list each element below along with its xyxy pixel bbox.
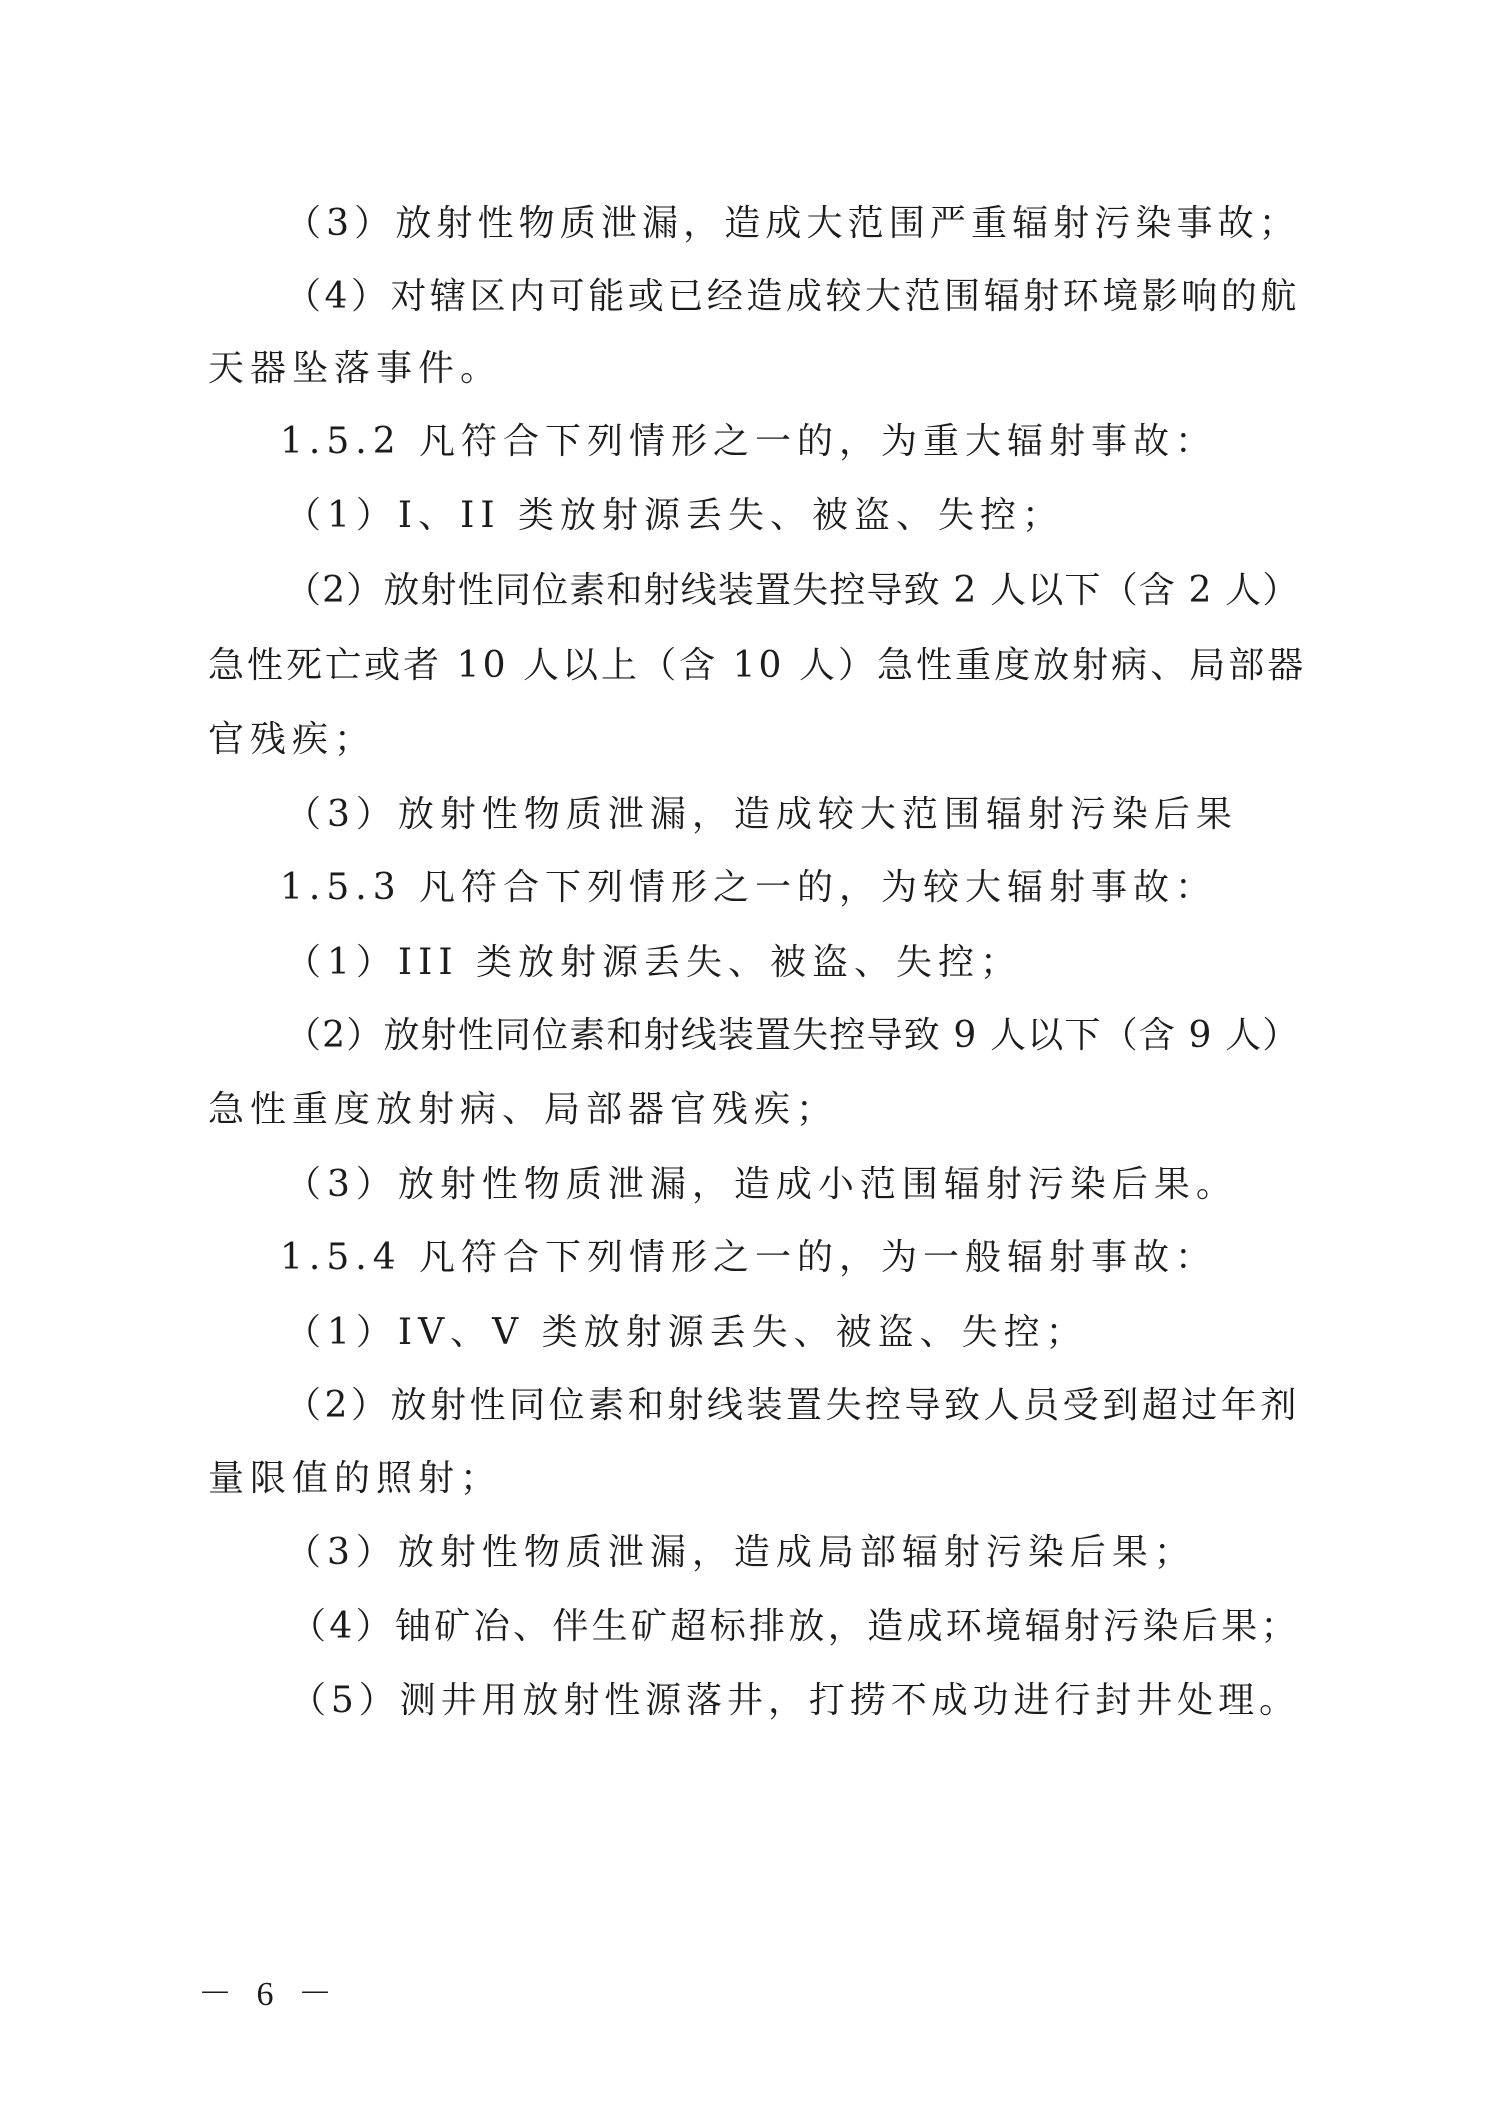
paragraph-line: （1）I、II 类放射源丢失、被盗、失控； <box>285 495 1065 536</box>
paragraph-line: 急性重度放射病、局部器官残疾； <box>208 1089 839 1130</box>
paragraph-line: （4）对辖区内可能或已经造成较大范围辐射环境影响的航 <box>285 276 1300 317</box>
paragraph-line: （3）放射性物质泄漏，造成大范围严重辐射污染事故； <box>285 203 1300 244</box>
section-heading: 1.5.4 凡符合下列情形之一的，为一般辐射事故： <box>280 1237 1218 1278</box>
paragraph-line: （2）放射性同位素和射线装置失控导致 2 人以下（含 2 人） <box>285 570 1300 611</box>
paragraph-line: （2）放射性同位素和射线装置失控导致 9 人以下（含 9 人） <box>285 1015 1300 1056</box>
paragraph-line: （2）放射性同位素和射线装置失控导致人员受到超过年剂 <box>285 1385 1300 1426</box>
paragraph-line: 急性死亡或者 10 人以上（含 10 人）急性重度放射病、局部器 <box>208 645 1307 686</box>
page-number: － 6 － <box>198 1976 340 2013</box>
paragraph-line: （3）放射性物质泄漏，造成局部辐射污染后果； <box>285 1532 1196 1573</box>
paragraph-line: （3）放射性物质泄漏，造成小范围辐射污染后果。 <box>285 1164 1238 1205</box>
paragraph-line: （1）III 类放射源丢失、被盗、失控； <box>285 942 1023 983</box>
paragraph-line: （1）IV、V 类放射源丢失、被盗、失控； <box>285 1312 1088 1353</box>
section-heading: 1.5.3 凡符合下列情形之一的，为较大辐射事故： <box>280 867 1218 908</box>
paragraph-line: 官残疾； <box>208 719 377 760</box>
paragraph-line: 量限值的照射； <box>208 1458 503 1499</box>
section-heading: 1.5.2 凡符合下列情形之一的，为重大辐射事故： <box>280 421 1218 462</box>
paragraph-line: （5）测井用放射性源落井，打捞不成功进行封井处理。 <box>290 1680 1300 1721</box>
paragraph-line: （4）铀矿冶、伴生矿超标排放，造成环境辐射污染后果； <box>290 1606 1300 1647</box>
paragraph-line: （3）放射性物质泄漏，造成较大范围辐射污染后果 <box>285 794 1238 835</box>
paragraph-line: 天器坠落事件。 <box>208 348 503 389</box>
